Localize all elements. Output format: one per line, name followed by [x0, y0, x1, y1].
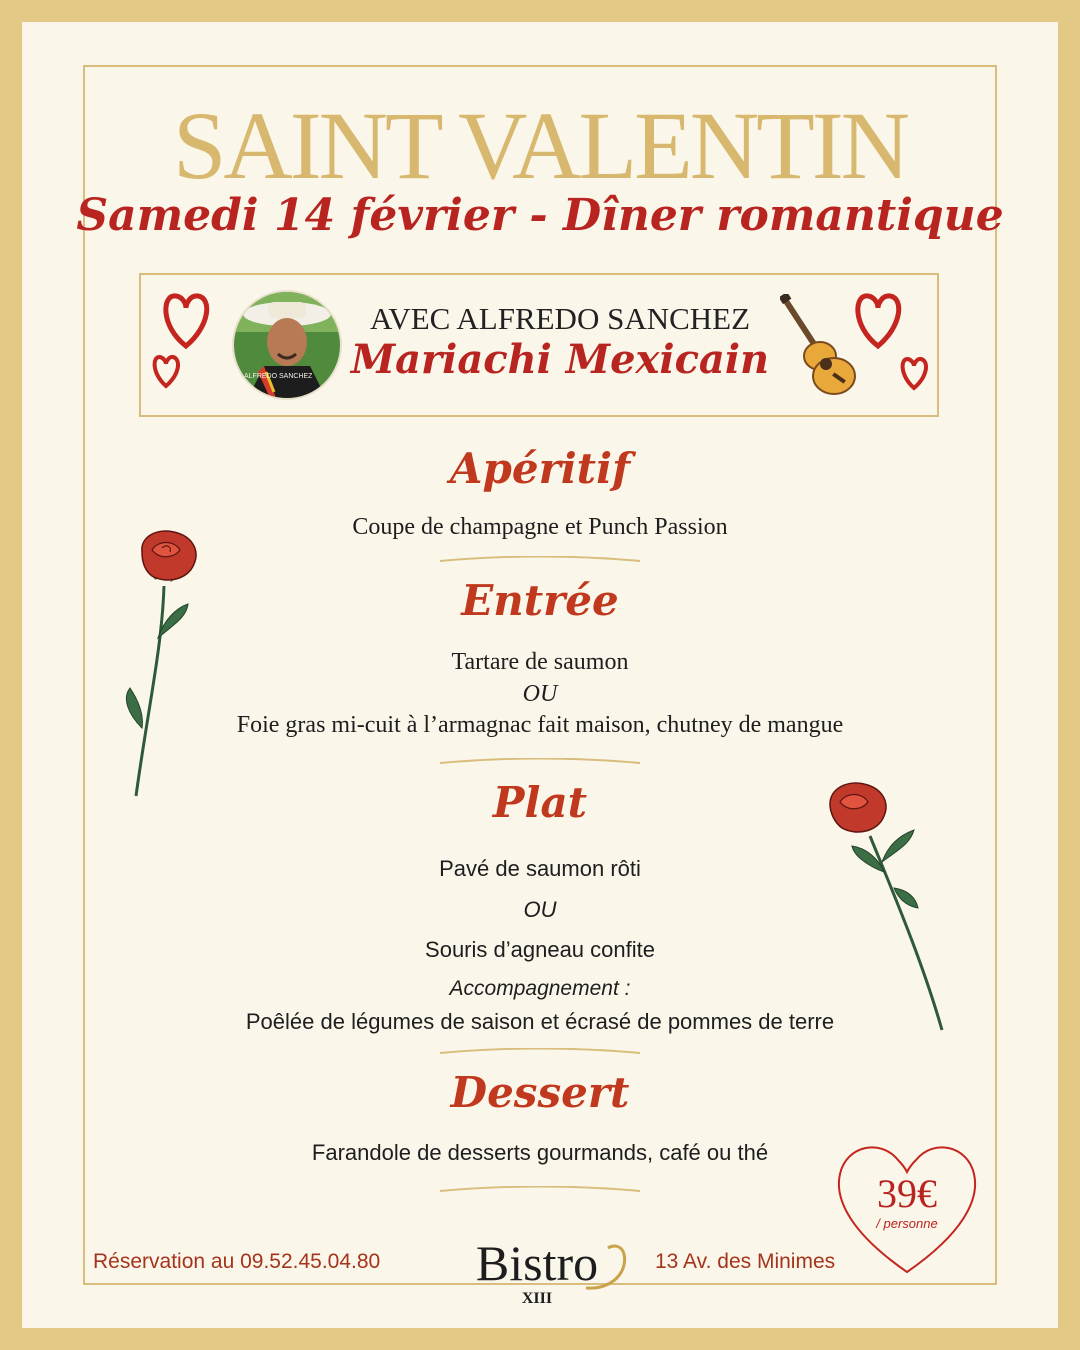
- page-title: SAINT VALENTIN: [172, 92, 907, 199]
- price-amount: 39€: [877, 1171, 937, 1216]
- hearts-right-icon: [842, 286, 932, 401]
- menu-item: Pavé de saumon rôti: [439, 856, 641, 881]
- event-subtitle: Samedi 14 février - Dîner romantique: [76, 190, 1004, 241]
- menu-or: OU: [523, 897, 557, 922]
- rose-left-icon: [118, 528, 208, 800]
- menu-item: Souris d’agneau confite: [425, 937, 655, 962]
- logo-swoosh-icon: [572, 1240, 632, 1296]
- divider: [440, 1048, 640, 1058]
- rose-right-icon: [822, 780, 952, 1036]
- section-title-dessert: Dessert: [450, 1068, 630, 1117]
- reservation-phone: Réservation au 09.52.45.04.80: [93, 1250, 381, 1273]
- menu-or: OU: [522, 681, 558, 707]
- price-unit: / personne: [876, 1216, 938, 1231]
- logo-sub: XIII: [521, 1290, 553, 1307]
- menu-item: Poêlée de légumes de saison et écrasé de pommes de terre: [245, 1009, 835, 1034]
- divider: [440, 1186, 640, 1196]
- section-title-aperitif: Apéritif: [449, 444, 631, 493]
- bistro-logo: [452, 1235, 642, 1318]
- artist-photo: [232, 290, 342, 400]
- divider: [440, 758, 640, 768]
- hearts-left-icon: [150, 286, 240, 401]
- section-title-plat: Plat: [492, 778, 588, 827]
- artist-name: AVEC ALFREDO SANCHEZ: [369, 301, 751, 336]
- photo-caption: ALFREDO SANCHEZ: [244, 373, 313, 380]
- address: 13 Av. des Minimes: [655, 1250, 836, 1273]
- menu-subheading: Accompagnement :: [449, 977, 631, 1000]
- logo-name: Bistro: [475, 1235, 599, 1291]
- menu-item: Foie gras mi-cuit à l’armagnac fait maison, chutney de mangue: [236, 712, 844, 738]
- artist-genre: Mariachi Mexicain: [350, 336, 770, 383]
- menu-item: Farandole de desserts gourmands, café ou thé: [311, 1140, 769, 1165]
- divider: [440, 556, 640, 566]
- section-title-entree: Entrée: [461, 576, 619, 625]
- menu-item: Tartare de saumon: [451, 649, 629, 675]
- menu-item: Coupe de champagne et Punch Passion: [352, 514, 728, 540]
